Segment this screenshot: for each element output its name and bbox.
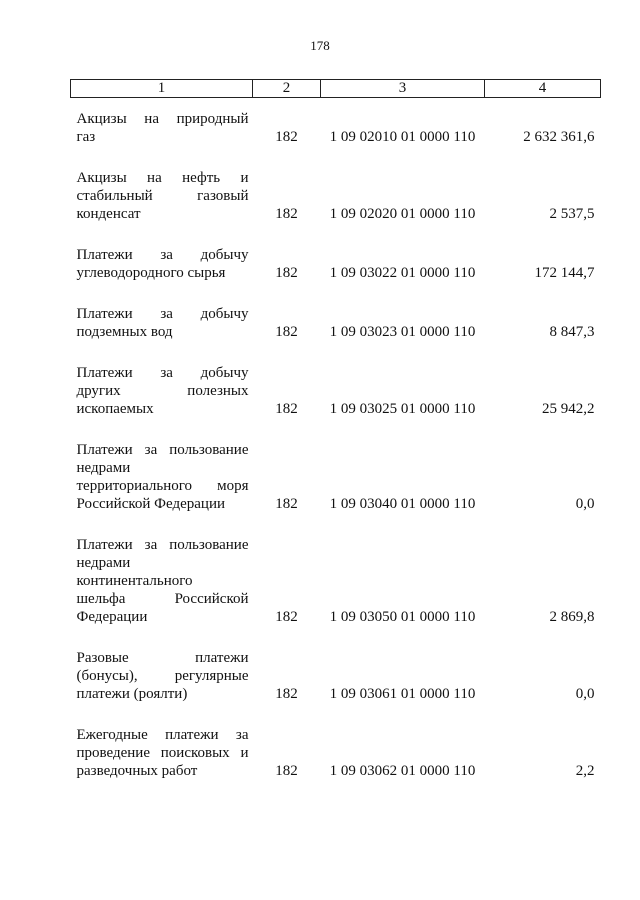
row-name xyxy=(71,649,253,703)
row-name-line: Платежи за добычу xyxy=(76,306,249,322)
row-name xyxy=(71,536,253,626)
header-col-1: 1 xyxy=(71,80,253,98)
row-code: 182 xyxy=(275,763,298,779)
row-name xyxy=(71,364,253,418)
row-name xyxy=(71,726,253,780)
row-amount: 2,2 xyxy=(575,763,595,779)
row-name-line: стабильный газовый xyxy=(76,188,249,204)
row-kbk: 1 09 02020 01 0000 110 xyxy=(329,206,476,222)
row-spacer xyxy=(71,146,601,169)
row-kbk: 1 09 03025 01 0000 110 xyxy=(329,401,476,417)
row-kbk: 1 09 03062 01 0000 110 xyxy=(329,763,476,779)
table-row xyxy=(71,305,601,341)
row-amount: 8 847,3 xyxy=(549,324,595,340)
table-row xyxy=(71,649,601,703)
row-code: 182 xyxy=(275,609,298,625)
row-name-line: конденсат xyxy=(76,206,141,222)
row-spacer xyxy=(71,341,601,364)
row-name-line: (бонусы), регулярные xyxy=(76,668,249,684)
row-name-line: платежи (роялти) xyxy=(76,686,188,702)
row-kbk: 1 09 03040 01 0000 110 xyxy=(329,496,476,512)
row-kbk: 1 09 03023 01 0000 110 xyxy=(329,324,476,340)
row-kbk: 1 09 03050 01 0000 110 xyxy=(329,609,476,625)
row-name-line: газ xyxy=(76,129,96,145)
row-name-line: Платежи за пользование xyxy=(76,537,249,553)
row-name-line: Российской Федерации xyxy=(76,496,226,512)
row-name-line: Платежи за добычу xyxy=(76,247,249,263)
row-name-line: разведочных работ xyxy=(76,763,198,779)
row-name-line: Разовые платежи xyxy=(76,650,249,666)
row-name-line: углеводородного сырья xyxy=(76,265,226,281)
row-code: 182 xyxy=(275,206,298,222)
row-amount: 2 869,8 xyxy=(549,609,595,625)
row-name-line: Платежи за добычу xyxy=(76,365,249,381)
row-spacer xyxy=(71,418,601,441)
row-spacer xyxy=(71,626,601,649)
row-name-line: недрами xyxy=(76,555,131,571)
row-name-line: Платежи за пользование xyxy=(76,442,249,458)
row-name xyxy=(71,305,253,341)
row-amount: 0,0 xyxy=(575,686,595,702)
table-row xyxy=(71,246,601,282)
row-name-line: территориального моря xyxy=(76,478,249,494)
row-amount: 0,0 xyxy=(575,496,595,512)
table-row xyxy=(71,364,601,418)
table-row xyxy=(71,536,601,626)
row-code: 182 xyxy=(275,496,298,512)
row-name-line: континентального xyxy=(76,573,193,589)
row-spacer xyxy=(71,513,601,536)
row-spacer xyxy=(71,282,601,305)
row-amount: 25 942,2 xyxy=(542,401,595,417)
table-row xyxy=(71,98,601,147)
table-row xyxy=(71,726,601,780)
row-amount: 2 537,5 xyxy=(549,206,595,222)
row-name-line: Ежегодные платежи за xyxy=(76,727,249,743)
row-name xyxy=(71,169,253,223)
row-name-line: проведение поисковых и xyxy=(76,745,249,761)
row-spacer xyxy=(71,223,601,246)
page-number: 178 xyxy=(310,38,330,53)
row-code: 182 xyxy=(275,129,298,145)
header-col-4: 4 xyxy=(485,80,601,98)
row-kbk: 1 09 02010 01 0000 110 xyxy=(329,129,476,145)
table-row xyxy=(71,441,601,513)
row-name-line: Федерации xyxy=(76,609,148,625)
row-code: 182 xyxy=(275,401,298,417)
row-name-line: подземных вод xyxy=(76,324,173,340)
header-col-3: 3 xyxy=(321,80,485,98)
row-code: 182 xyxy=(275,686,298,702)
row-name-line: Акцизы на нефть и xyxy=(76,170,249,186)
row-name xyxy=(71,441,253,513)
row-spacer xyxy=(71,703,601,726)
row-amount: 172 144,7 xyxy=(534,265,595,281)
row-code: 182 xyxy=(275,324,298,340)
row-amount: 2 632 361,6 xyxy=(523,129,595,145)
row-kbk: 1 09 03061 01 0000 110 xyxy=(329,686,476,702)
row-name xyxy=(71,98,253,147)
row-name-line: других полезных xyxy=(76,383,249,399)
row-name-line: шельфа Российской xyxy=(76,591,249,607)
header-col-2: 2 xyxy=(253,80,321,98)
row-code: 182 xyxy=(275,265,298,281)
table-header xyxy=(71,80,601,98)
table-row xyxy=(71,169,601,223)
row-kbk: 1 09 03022 01 0000 110 xyxy=(329,265,476,281)
row-name-line: ископаемых xyxy=(76,401,154,417)
row-name-line: недрами xyxy=(76,460,131,476)
table-body xyxy=(71,98,601,781)
row-name-line: Акцизы на природный xyxy=(76,111,249,127)
row-name xyxy=(71,246,253,282)
revenue-table xyxy=(70,79,601,780)
